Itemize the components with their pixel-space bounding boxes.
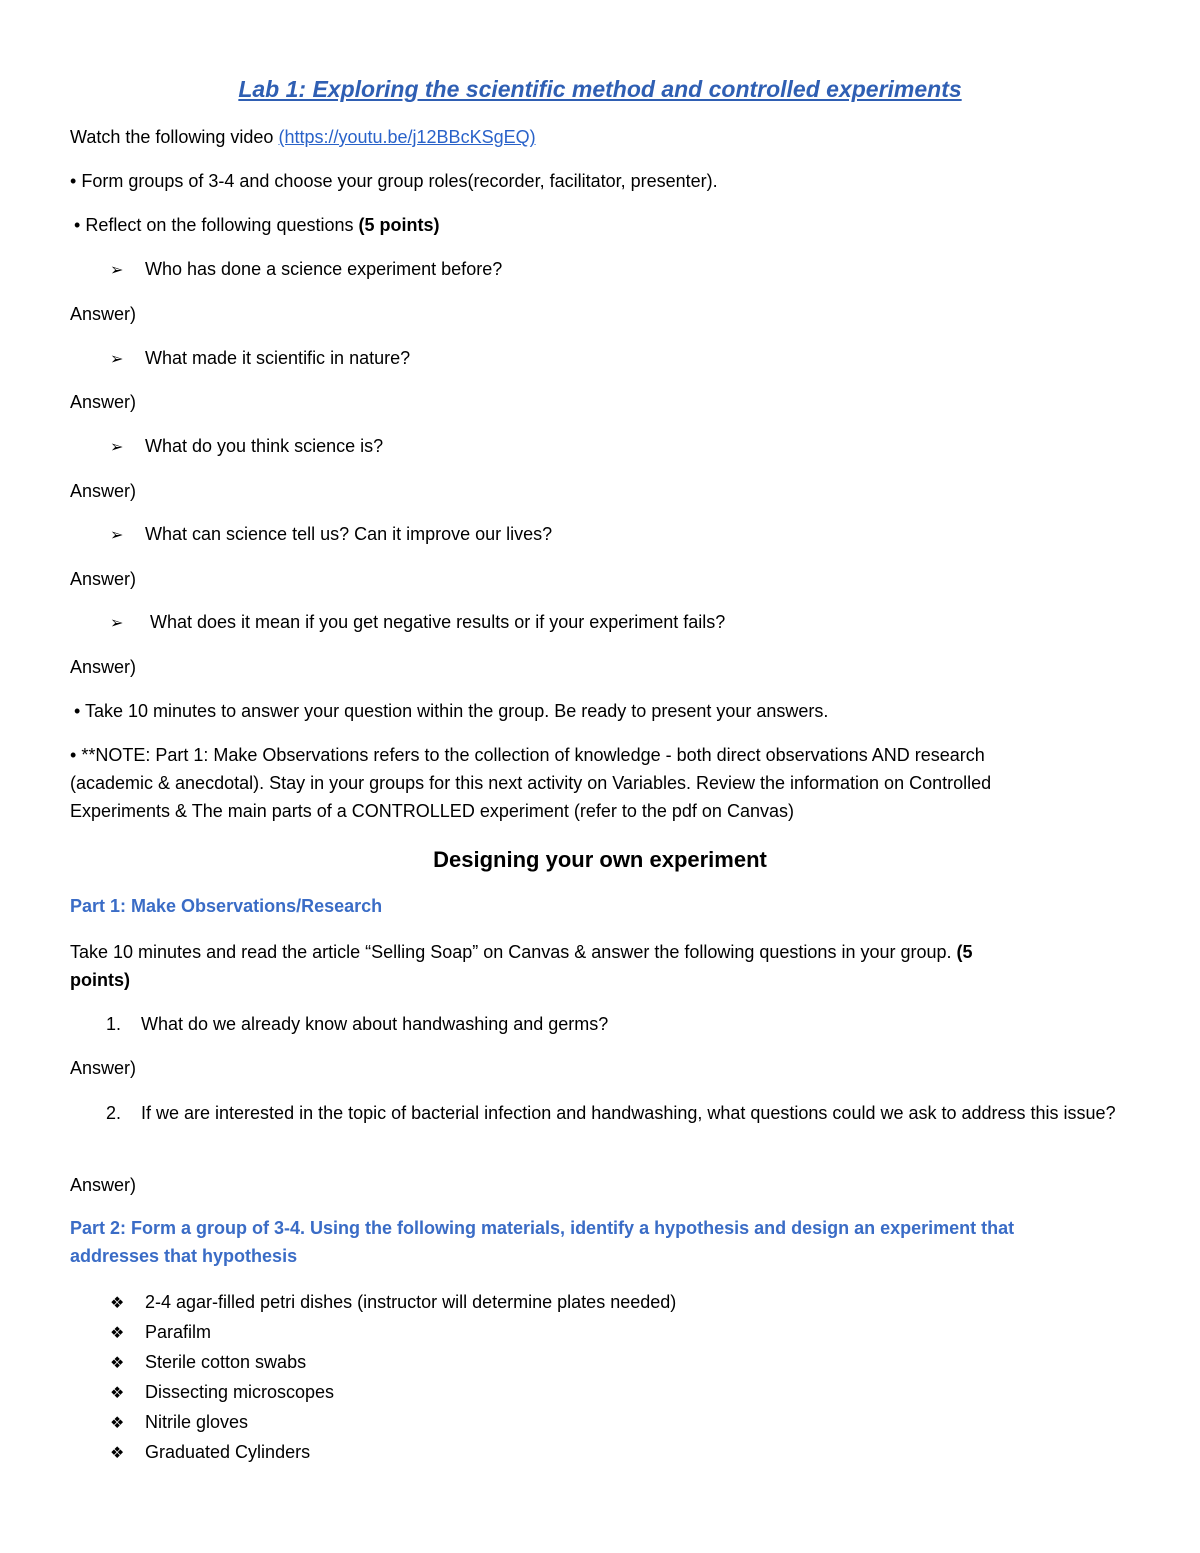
material-text: Graduated Cylinders [145, 1442, 311, 1462]
material-item [110, 1318, 676, 1348]
answer-label: Answer) [70, 392, 137, 412]
part1-instruction-text: Take 10 minutes and read the article “Selling Soap” on Canvas & answer the following questions in your group. [70, 942, 957, 962]
answer-label: Answer) [70, 657, 137, 677]
part2-heading: Part 2: Form a group of 3-4. Using the following materials, identify a hypothesis and design an experiment that addresses that hypothesis [70, 1218, 1015, 1266]
arrow-bullet-icon: ➢ [110, 262, 124, 279]
question-text: What can science tell us? Can it improve our lives? [145, 524, 553, 544]
arrow-bullet-icon: ➢ [110, 351, 124, 368]
material-item [110, 1408, 676, 1438]
section-heading: Designing your own experiment [433, 847, 767, 872]
video-link[interactable]: (https://youtu.be/j12BBcKSgEQ) [278, 127, 536, 147]
diamond-bullet-icon: ❖ [110, 1355, 125, 1372]
material-item [110, 1438, 676, 1468]
question-text: If we are interested in the topic of bacterial infection and handwashing, what questions could we ask to address this issue? [141, 1103, 1116, 1123]
part1-points-a: (5 [956, 942, 973, 962]
part1-question-1 [106, 1010, 1136, 1038]
question-text: What does it mean if you get negative results or if your experiment fails? [145, 612, 726, 632]
part1-points-b: points) [70, 970, 130, 990]
material-text: Nitrile gloves [145, 1412, 249, 1432]
material-text: Dissecting microscopes [145, 1382, 335, 1402]
diamond-bullet-icon: ❖ [110, 1415, 125, 1432]
question-text: What do we already know about handwashing and germs? [141, 1014, 609, 1034]
reflect-question-4 [110, 520, 552, 550]
bullet-form-groups [70, 167, 718, 195]
material-item [110, 1288, 676, 1318]
diamond-bullet-icon: ❖ [110, 1385, 125, 1402]
bullet-reflect [74, 211, 440, 239]
part1-question-2 [106, 1099, 1136, 1127]
arrow-bullet-icon: ➢ [110, 527, 124, 544]
answer-label: Answer) [70, 1175, 137, 1195]
diamond-bullet-icon: ❖ [110, 1325, 125, 1342]
note-text-1: **NOTE: Part 1: Make Observations refers to the collection of knowledge - both direct observations AND research [81, 745, 985, 765]
arrow-bullet-icon: ➢ [110, 615, 124, 632]
question-number: 1. [106, 1014, 122, 1034]
question-text: What do you think science is? [145, 436, 384, 456]
answer-label: Answer) [70, 569, 137, 589]
reflect-text: Reflect on the following questions [85, 215, 359, 235]
question-text: Who has done a science experiment before? [145, 259, 503, 279]
answer-label: Answer) [70, 304, 137, 324]
reflect-question-1 [110, 255, 502, 285]
form-groups-text: Form groups of 3-4 and choose your group roles(recorder, facilitator, presenter). [81, 171, 718, 191]
reflect-points: (5 points) [358, 215, 440, 235]
bullet-take-10 [74, 697, 828, 725]
material-item [110, 1378, 676, 1408]
question-text: What made it scientific in nature? [145, 348, 411, 368]
part1-heading: Part 1: Make Observations/Research [70, 896, 383, 916]
lab-title: Lab 1: Exploring the scientific method and controlled experiments [238, 76, 962, 102]
note-text-2: (academic & anecdotal). Stay in your groups for this next activity on Variables. Review the information on Controlled [70, 773, 992, 793]
reflect-question-3 [110, 432, 383, 462]
question-number: 2. [106, 1103, 122, 1123]
material-text: 2-4 agar-filled petri dishes (instructor will determine plates needed) [145, 1292, 677, 1312]
take-10-text: Take 10 minutes to answer your question within the group. Be ready to present your answers. [85, 701, 829, 721]
materials-list [110, 1288, 676, 1468]
material-text: Sterile cotton swabs [145, 1352, 307, 1372]
material-text: Parafilm [145, 1322, 212, 1342]
bullet-note-line-1 [70, 741, 985, 769]
watch-video-line [70, 123, 536, 151]
arrow-bullet-icon: ➢ [110, 439, 124, 456]
diamond-bullet-icon: ❖ [110, 1445, 125, 1462]
note-text-3: Experiments & The main parts of a CONTROLLED experiment (refer to the pdf on Canvas) [70, 801, 794, 821]
material-item [110, 1348, 676, 1378]
answer-label: Answer) [70, 481, 137, 501]
bullet-icon: • [70, 171, 77, 191]
bullet-icon: • [70, 745, 77, 765]
reflect-question-5 [110, 608, 725, 638]
reflect-question-2 [110, 344, 410, 374]
bullet-icon: • [74, 215, 81, 235]
answer-label: Answer) [70, 1058, 137, 1078]
watch-video-text: Watch the following video [70, 127, 279, 147]
part1-instruction [70, 938, 1130, 994]
diamond-bullet-icon: ❖ [110, 1295, 125, 1312]
bullet-icon: • [74, 701, 81, 721]
